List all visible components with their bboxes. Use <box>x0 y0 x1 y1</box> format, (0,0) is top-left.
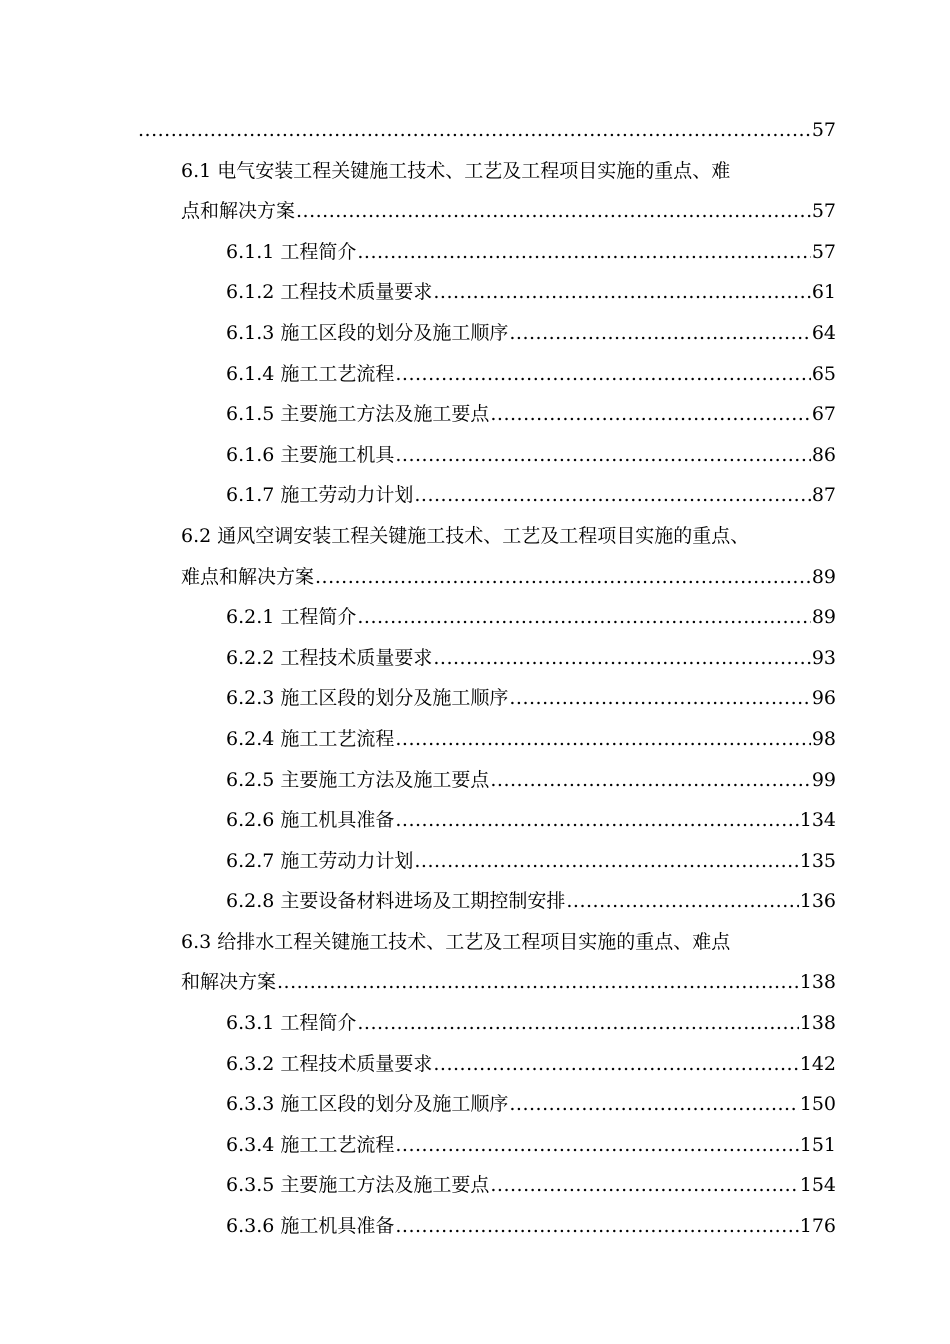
toc-leader-dots <box>395 800 798 841</box>
toc-entry[interactable] <box>226 719 836 760</box>
toc-entry[interactable] <box>226 1084 836 1125</box>
toc-page-number: 65 <box>811 362 836 385</box>
toc-entry-continuation[interactable] <box>137 110 836 151</box>
toc-page-number: 154 <box>799 1174 836 1197</box>
toc-entry-label: 6.1.3 施工区段的划分及施工顺序 <box>226 313 509 354</box>
toc-leader-dots <box>296 191 811 232</box>
toc-entry[interactable] <box>226 475 836 516</box>
toc-page-number: 150 <box>799 1093 836 1116</box>
toc-entry[interactable] <box>226 1125 836 1166</box>
toc-entry-label: 6.3.2 工程技术质量要求 <box>226 1044 433 1085</box>
toc-page-number: 93 <box>811 646 836 669</box>
toc-entry[interactable] <box>226 1206 836 1247</box>
toc-page-number: 176 <box>799 1215 836 1238</box>
toc-section-heading[interactable]: 6.2 通风空调安装工程关键施工技术、工艺及工程项目实施的重点、 <box>181 524 750 547</box>
toc-entry-label: 6.3.6 施工机具准备 <box>226 1206 395 1247</box>
toc-entry[interactable] <box>226 1165 836 1206</box>
toc-entry-label: 6.2.7 施工劳动力计划 <box>226 841 414 882</box>
toc-entry-label: 6.3.4 施工工艺流程 <box>226 1125 395 1166</box>
toc-entry[interactable] <box>226 435 836 476</box>
toc-leader-dots <box>357 232 810 273</box>
toc-leader-dots <box>414 841 798 882</box>
toc-entry-label: 6.3.5 主要施工方法及施工要点 <box>226 1165 490 1206</box>
toc-entry-label: 点和解决方案 <box>181 191 296 232</box>
toc-entry[interactable] <box>181 962 836 1003</box>
toc-leader-dots <box>509 1084 798 1125</box>
toc-page-number: 57 <box>811 119 836 141</box>
toc-page-number: 134 <box>799 809 836 832</box>
toc-entry[interactable] <box>226 354 836 395</box>
toc-entry-label: 6.2.6 施工机具准备 <box>226 800 395 841</box>
toc-entry-label: 6.1.2 工程技术质量要求 <box>226 272 433 313</box>
toc-leader-dots <box>433 638 810 679</box>
toc-page-number: 138 <box>799 1012 836 1035</box>
toc-entry-label: 6.1.6 主要施工机具 <box>226 435 395 476</box>
toc-page-number: 67 <box>811 403 836 426</box>
toc-leader-dots <box>433 1044 798 1085</box>
toc-entry-label: 6.1.7 施工劳动力计划 <box>226 475 414 516</box>
toc-entry-label: 难点和解决方案 <box>181 557 315 598</box>
toc-leader-dots <box>566 881 798 922</box>
toc-page-number: 138 <box>799 971 836 994</box>
toc-entry-label: 6.2.4 施工工艺流程 <box>226 719 395 760</box>
toc-entry-label: 6.2.2 工程技术质量要求 <box>226 638 433 679</box>
toc-page-number: 89 <box>811 606 836 629</box>
toc-leader-dots <box>433 272 810 313</box>
toc-entry-label: 6.3.3 施工区段的划分及施工顺序 <box>226 1084 509 1125</box>
toc-entry-label: 6.2.3 施工区段的划分及施工顺序 <box>226 678 509 719</box>
toc-leader-dots <box>395 435 810 476</box>
toc-page-number: 89 <box>811 565 836 588</box>
toc-page-number: 57 <box>811 200 836 223</box>
toc-entry[interactable] <box>226 313 836 354</box>
toc-entry[interactable] <box>226 678 836 719</box>
toc-section-heading[interactable]: 6.1 电气安装工程关键施工技术、工艺及工程项目实施的重点、难 <box>181 159 731 182</box>
toc-leader-dots <box>395 354 810 395</box>
toc-leader-dots <box>357 1003 798 1044</box>
table-of-contents <box>0 110 950 1247</box>
toc-leader-dots <box>509 678 810 719</box>
toc-entry-label: 6.1.4 施工工艺流程 <box>226 354 395 395</box>
toc-entry[interactable] <box>226 394 836 435</box>
toc-page-number: 135 <box>799 849 836 872</box>
toc-entry-label: 和解决方案 <box>181 962 277 1003</box>
toc-page-number: 86 <box>811 443 836 466</box>
toc-entry-label: 6.1.5 主要施工方法及施工要点 <box>226 394 490 435</box>
toc-leader-dots <box>357 597 810 638</box>
toc-page-number: 64 <box>811 321 836 344</box>
toc-page-number: 136 <box>799 890 836 913</box>
toc-entry[interactable] <box>226 638 836 679</box>
toc-page-number: 151 <box>799 1133 836 1156</box>
toc-entry-label: 6.3.1 工程简介 <box>226 1003 357 1044</box>
toc-entry[interactable] <box>226 760 836 801</box>
toc-leader-dots <box>277 962 799 1003</box>
toc-page-number: 61 <box>811 281 836 304</box>
toc-page-number: 98 <box>811 727 836 750</box>
toc-page-number: 142 <box>799 1052 836 1075</box>
toc-section-heading[interactable]: 6.3 给排水工程关键施工技术、工艺及工程项目实施的重点、难点 <box>181 930 731 953</box>
toc-entry[interactable] <box>226 232 836 273</box>
toc-page-number: 96 <box>811 687 836 710</box>
toc-page-number: 99 <box>811 768 836 791</box>
toc-entry[interactable] <box>181 557 836 598</box>
toc-leader-dots <box>138 110 811 151</box>
toc-entry-label: 6.2.1 工程简介 <box>226 597 357 638</box>
toc-leader-dots <box>414 475 810 516</box>
toc-leader-dots <box>395 719 810 760</box>
toc-leader-dots <box>315 557 811 598</box>
toc-page-number: 57 <box>811 240 836 263</box>
toc-leader-dots <box>490 760 810 801</box>
toc-entry[interactable] <box>226 1003 836 1044</box>
toc-entry-label: 6.1.1 工程简介 <box>226 232 357 273</box>
toc-entry[interactable] <box>226 597 836 638</box>
toc-leader-dots <box>509 313 810 354</box>
toc-leader-dots <box>490 1165 798 1206</box>
toc-leader-dots <box>490 394 810 435</box>
toc-entry-label: 6.2.5 主要施工方法及施工要点 <box>226 760 490 801</box>
toc-entry[interactable] <box>226 800 836 841</box>
toc-leader-dots <box>395 1125 798 1166</box>
toc-entry-label: 6.2.8 主要设备材料进场及工期控制安排 <box>226 881 566 922</box>
toc-entry[interactable] <box>226 881 836 922</box>
toc-leader-dots <box>395 1206 798 1247</box>
toc-entry[interactable] <box>181 191 836 232</box>
toc-entry[interactable] <box>226 272 836 313</box>
toc-entry[interactable] <box>226 1044 836 1085</box>
toc-page-number: 87 <box>811 484 836 507</box>
toc-entry[interactable] <box>226 841 836 882</box>
